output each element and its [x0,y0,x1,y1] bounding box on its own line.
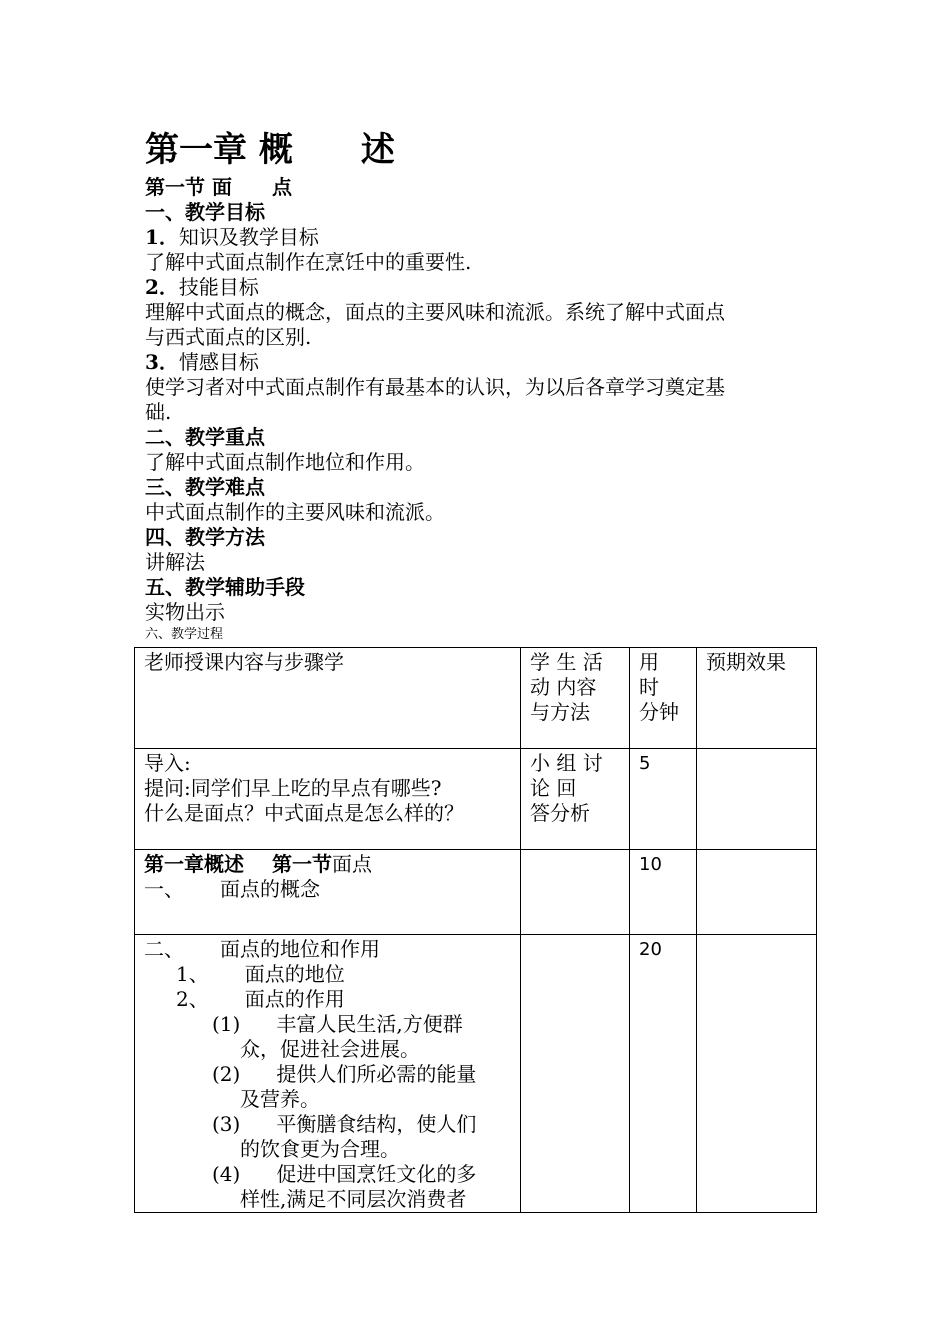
header-content-cell [135,648,521,749]
key-points-heading: 二、教学重点 [145,425,265,449]
row2-chapter-label: 第一章概述 [144,852,244,876]
row2-content-cell [135,850,521,935]
row2-time-cell [630,850,697,935]
row3-point-4-number: (4) [212,1162,241,1186]
row3-point-3-text-b: 的饮食更为合理。 [240,1137,400,1161]
row2-time: 10 [639,854,662,875]
row3-activity-cell [521,935,630,1213]
row2-item-text: 面点的概念 [220,877,320,901]
row3-subitem-2-number: 2、 [176,987,209,1011]
row3-point-2-text-b: 及营养。 [240,1087,320,1111]
aids-text: 实物出示 [145,600,225,624]
emotion-objective-number: 3． [145,350,179,374]
methods-text: 讲解法 [145,550,205,574]
row3-point-4-text-b: 样性,满足不同层次消费者 [240,1187,467,1211]
row3-point-2-number: (2) [212,1062,241,1086]
row1-content-line3: 什么是面点？中式面点是怎么样的？ [144,801,464,825]
process-heading: 六、教学过程 [145,627,224,642]
row1-content-line1: 导入: [144,751,191,775]
key-points-text: 了解中式面点制作地位和作用。 [145,450,425,474]
knowledge-objective-text: 了解中式面点制作在烹饪中的重要性. [145,250,472,274]
row1-activity-cell [521,749,630,850]
row3-effect-cell [697,935,817,1213]
row3-subitem-1-text: 面点的地位 [244,962,345,986]
emotion-objective-title [145,350,259,375]
methods-heading: 四、教学方法 [145,525,265,549]
row1-activity-line3: 答分析 [530,801,590,825]
row3-subitem-2-text: 面点的作用 [244,987,345,1011]
row3-point-2-text-a: 提供人们所必需的能量 [276,1062,477,1086]
skill-objective-text-line2: 与西式面点的区别. [145,325,312,349]
row3-item-text: 面点的地位和作用 [220,937,380,961]
chapter-title: 第一章 概 述 [145,130,395,170]
row3-point-1-number: (1) [212,1012,241,1036]
row3-point-1 [144,1012,512,1037]
teaching-process-table [134,647,817,1213]
table-row [135,935,817,1213]
emotion-objective-text-line1: 使学习者对中式面点制作有最基本的认识，为以后各章学习奠定基 [145,375,725,399]
row2-item-number: 一、 [144,877,184,901]
row3-item-number: 二、 [144,937,184,961]
knowledge-objective-number: 1． [145,225,179,249]
header-activity-line1: 学 生 活 [530,650,603,674]
difficulties-heading: 三、教学难点 [145,475,265,499]
table-header-row [135,648,817,749]
header-activity-line2: 动 内容 [530,675,597,699]
header-time-line1: 用 [639,650,659,674]
row3-subitem-1-number: 1、 [176,962,209,986]
row3-subitem-1 [144,962,512,987]
knowledge-objective-label: 知识及教学目标 [178,225,319,249]
header-content: 老师授课内容与步骤学 [144,650,344,674]
row1-activity-line1: 小 组 讨 [530,751,603,775]
row1-content-line2: 提问:同学们早上吃的早点有哪些? [144,776,442,800]
row3-point-1-text-b: 众，促进社会进展。 [240,1037,420,1061]
row1-time: 5 [639,753,651,774]
emotion-objective-label: 情感目标 [178,350,259,374]
row2-section-name: 面点 [332,852,372,876]
row2-activity-cell [521,850,630,935]
section-title: 第一节 面 点 [145,175,292,199]
row3-point-4-text-a: 促进中国烹饪文化的多 [276,1162,477,1186]
objectives-heading: 一、教学目标 [145,200,265,224]
row3-point-3-text-a: 平衡膳食结构，使人们 [276,1112,477,1136]
header-time-line3: 分钟 [639,700,679,724]
knowledge-objective-title [145,225,319,250]
row2-content-line2 [144,877,512,902]
header-activity-line3: 与方法 [530,700,590,724]
table-row [135,749,817,850]
header-time-cell [630,648,697,749]
row2-effect-cell [697,850,817,935]
table-row [135,850,817,935]
row3-point-1-text-a: 丰富人民生活,方便群 [276,1012,463,1036]
row1-effect-cell [697,749,817,850]
row3-content-line1 [144,937,512,962]
row2-section-label: 第一节 [272,852,332,876]
header-activity-cell [521,648,630,749]
row3-point-3 [144,1112,512,1137]
emotion-objective-text-line2: 础. [145,400,172,424]
row3-subitem-2 [144,987,512,1012]
row1-time-cell [630,749,697,850]
row3-point-3-number: (3) [212,1112,241,1136]
row3-point-4 [144,1162,512,1187]
header-effect: 预期效果 [706,650,786,674]
row3-time: 20 [639,939,662,960]
row3-content-cell [135,935,521,1213]
skill-objective-label: 技能目标 [178,275,259,299]
row1-activity-line2: 论 回 [530,776,577,800]
row3-time-cell [630,935,697,1213]
header-time-line2: 时 [639,675,659,699]
header-effect-cell [697,648,817,749]
aids-heading: 五、教学辅助手段 [145,575,305,599]
row1-content-cell [135,749,521,850]
row2-content-line1 [144,852,512,877]
difficulties-text: 中式面点制作的主要风味和流派。 [145,500,445,524]
skill-objective-title [145,275,259,300]
row3-point-2 [144,1062,512,1087]
skill-objective-text-line1: 理解中式面点的概念，面点的主要风味和流派。系统了解中式面点 [145,300,725,324]
skill-objective-number: 2． [145,275,179,299]
